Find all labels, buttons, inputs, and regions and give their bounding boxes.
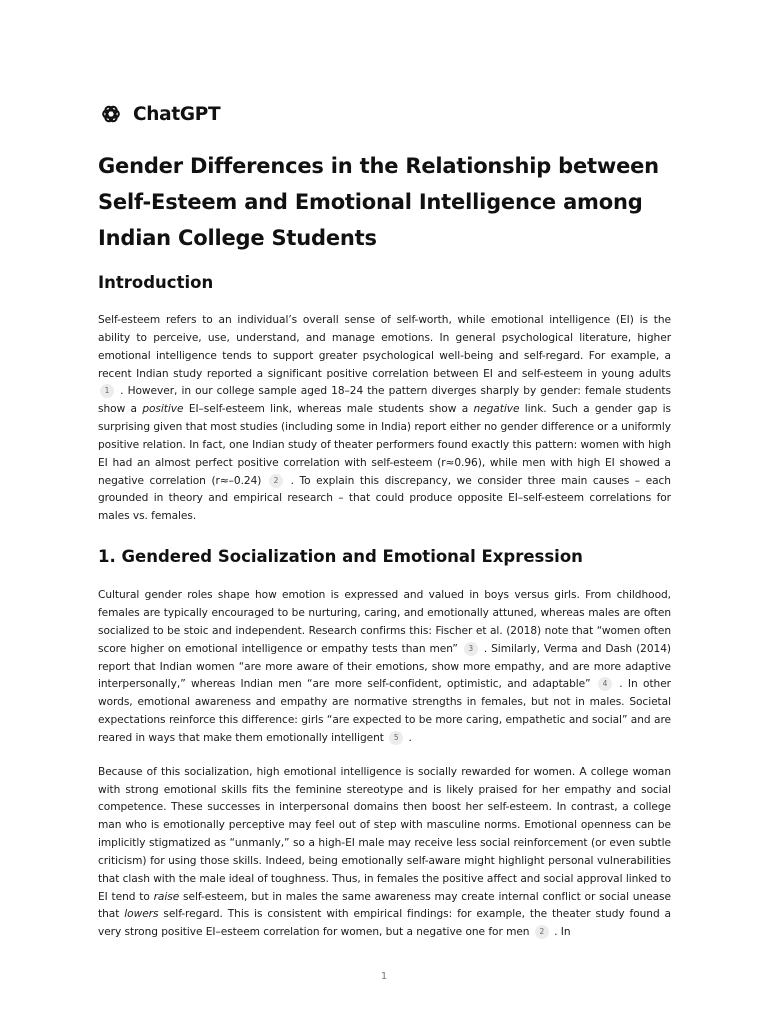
intro-heading: Introduction: [98, 273, 214, 292]
section1-heading: 1. Gendered Socialization and Emotional Expression: [98, 547, 583, 567]
document-title: Gender Differences in the Relationship between Self-Esteem and Emotional Intelligence among Indian College Students: [98, 154, 659, 250]
brand-header: [98, 100, 671, 128]
openai-logo-icon: [98, 101, 124, 127]
section1-paragraph-2: Because of this socialization, high emotional intelligence is socially rewarded for women. A college woman with strong emotional skills fits the feminine stereotype and is likely praised for her empathy and social competence. These successes in interpersonal domains then boost her self-esteem. In contrast, a college man who is emotionally perceptive may feel out of step with masculine norms. Emotional openness can be implicitly stigmatized as “unmanly,” so a high-EI male may receive less social reinforcement (or even subtle criticism) for using those skills. Indeed, being emotionally self-aware might highlight personal vulnerabilities that clash with the male ideal of toughness. Thus, in females the positive affect and social approval linked to EI tend to raise self-esteem, but in males the same awareness may create internal conflict or social unease that lowers self-regard. This is consistent with empirical findings: for example, the theater study found a very strong positive EI–esteem correlation for women, but a negative one for men 2 . In: [98, 765, 671, 939]
citation-badge[interactable]: 4: [598, 677, 612, 691]
brand-name: ChatGPT: [133, 103, 221, 125]
citation-badge[interactable]: 2: [269, 474, 283, 488]
citation-badge[interactable]: 3: [464, 642, 478, 656]
citation-badge[interactable]: 5: [389, 731, 403, 745]
page-number: 1: [380, 971, 388, 982]
intro-paragraph: Self-esteem refers to an individual’s overall sense of self-worth, while emotional intelligence (EI) is the ability to perceive, use, understand, and manage emotions. In general psychological literature, higher emotional intelligence tends to support greater psychological well-being and self-regard. For example, a recent Indian study reported a significant positive correlation between EI and self-esteem in young adults 1 . However, in our college sample aged 18–24 the pattern diverges sharply by gender: female students show a positive EI–self-esteem link, whereas male students show a negative link. Such a gender gap is surprising given that most studies (including some in India) report either no gender difference or a uniformly positive relation. In fact, one Indian study of theater performers found exactly this pattern: women with high EI had an almost perfect positive correlation with self-esteem (r≈0.96), while men with high EI showed a negative correlation (r≈–0.24) 2 . To explain this discrepancy, we consider three main causes – each grounded in theory and empirical research – that could produce opposite EI–self-esteem correlations for males vs. females.: [98, 314, 671, 523]
citation-badge[interactable]: 2: [535, 925, 549, 939]
section1-paragraph-1: Cultural gender roles shape how emotion is expressed and valued in boys versus girls. From childhood, females are typically encouraged to be nurturing, caring, and emotionally attuned, whereas males are often socialized to be stoic and independent. Research confirms this: Fischer et al. (2018) note that “women often score higher on emotional intelligence or empathy tests than men” 3 . Similarly, Verma and Dash (2014) report that Indian women “are more aware of their emotions, show more empathy, and are more adaptive interpersonally,” whereas Indian men “are more self-confident, optimistic, and adaptable” 4 . In other words, emotional awareness and empathy are normative strengths in females, but not in males. Societal expectations reinforce this difference: girls “are expected to be more caring, empathetic and social” and are reared in ways that make them emotionally intelligent 5 .: [98, 589, 671, 744]
document-page: [98, 100, 671, 942]
citation-badge[interactable]: 1: [100, 384, 114, 398]
